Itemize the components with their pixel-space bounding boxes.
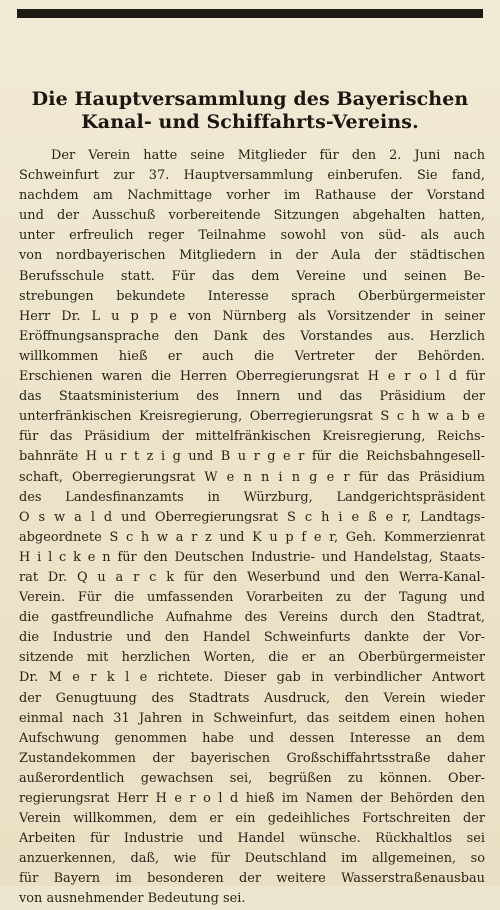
article-text-line: von ausnehmender Bedeutung sei. [19, 891, 246, 907]
article-text-line: für Bayern im besonderen der weitere Wasserstraßenausbau [19, 871, 485, 887]
article-text-line: die gastfreundliche Aufnahme des Vereins durch den Stadtrat, [19, 610, 485, 626]
article-text-line: Zustandekommen der bayerischen Großschiffahrtsstraße daher [19, 750, 485, 766]
article-text-line: strebungen bekundete Interesse sprach Oberbürgermeister [19, 288, 485, 304]
article-text-line: Schweinfurt zur 37. Hauptversammlung einberufen. Sie fand, [19, 168, 485, 184]
article-title-line-1: Die Hauptversammlung des Bayerischen [31, 88, 469, 110]
article-text-line: der Genugtuung des Stadtrats Ausdruck, den Verein wieder [19, 690, 485, 706]
article-text-line: willkommen hieß er auch die Vertreter der Behörden. [19, 348, 485, 364]
article-text-line: O s w a l d und Oberregierungsrat S c h i e ß e r, Landtags- [19, 509, 485, 525]
article-text-line: rat Dr. Q u a r c k für den Weserbund und den Werra-Kanal- [19, 569, 485, 585]
article-text-line: bahnräte H u r t z i g und B u r g e r für die Reichsbahngesell- [19, 449, 485, 465]
article-text-line: außerordentlich gewachsen sei, begrüßen zu können. Ober- [19, 770, 485, 786]
article-text-line: Herr Dr. L u p p e von Nürnberg als Vorsitzender in seiner [19, 308, 485, 324]
article-text-line: sitzende mit herzlichen Worten, die er an Oberbürgermeister [19, 650, 485, 666]
article-text-line: Dr. M e r k l e richtete. Dieser gab in verbindlicher Antwort [19, 670, 485, 686]
article-title [10, 88, 490, 134]
article-text-line: Verein. Für die umfassenden Vorarbeiten zu der Tagung und [19, 590, 485, 606]
article-text-line: für das Präsidium der mittelfränkischen Kreisregierung, Reichs- [19, 429, 485, 445]
article-text-line: unterfränkischen Kreisregierung, Oberregierungsrat S c h w a b e [19, 409, 485, 425]
article-text-line: das Staatsministerium des Innern und das Präsidium der [19, 389, 485, 405]
article-text-line: einmal nach 31 Jahren in Schweinfurt, das seitdem einen hohen [19, 710, 485, 726]
article-text-line: des Landesfinanzamts in Würzburg, Landgerichtspräsident [19, 489, 485, 505]
article-text-line: von nordbayerischen Mitgliedern in der Aula der städtischen [19, 248, 485, 264]
article-text-line: Erschienen waren die Herren Oberregierungsrat H e r o l d für [19, 369, 485, 385]
article-text-line: Eröffnungsansprache den Dank des Vorstandes aus. Herzlich [19, 328, 485, 344]
article-text-line: H i l c k e n für den Deutschen Industrie- und Handelstag, Staats- [19, 549, 485, 565]
article-text-line: nachdem am Nachmittage vorher im Rathause der Vorstand [19, 188, 485, 204]
article-body [19, 146, 485, 910]
article-text-line: Verein willkommen, dem er ein gedeihliches Fortschreiten der [19, 811, 485, 827]
article-text-line: unter erfreulich reger Teilnahme sowohl von süd- als auch [19, 228, 485, 244]
top-rule-divider [17, 9, 483, 18]
article-text-line: Der Verein hatte seine Mitglieder für den 2. Juni nach [51, 148, 485, 163]
article-text-line: die Industrie und den Handel Schweinfurts dankte der Vor- [19, 630, 485, 646]
article-text-line: Arbeiten für Industrie und Handel wünsche. Rückhaltlos sei [19, 831, 485, 847]
article-text-line: Berufsschule statt. Für das dem Vereine und seinen Be- [19, 268, 485, 284]
article-text-line: regierungsrat Herr H e r o l d hieß im Namen der Behörden den [19, 791, 485, 806]
article-text-line: Aufschwung genommen habe und dessen Interesse an dem [19, 730, 485, 746]
article-text-line: schaft, Oberregierungsrat W e n n i n g e r für das Präsidium [19, 469, 485, 485]
article-text-line: abgeordnete S c h w a r z und K u p f e r, Geh. Kommerzienrat [19, 529, 485, 545]
article-title-line-2: Kanal- und Schiffahrts-Vereins. [81, 111, 419, 133]
article-text-line: und der Ausschuß vorbereitende Sitzungen abgehalten hatten, [19, 208, 485, 224]
article-text-line: anzuerkennen, daß, wie für Deutschland im allgemeinen, so [19, 851, 485, 867]
